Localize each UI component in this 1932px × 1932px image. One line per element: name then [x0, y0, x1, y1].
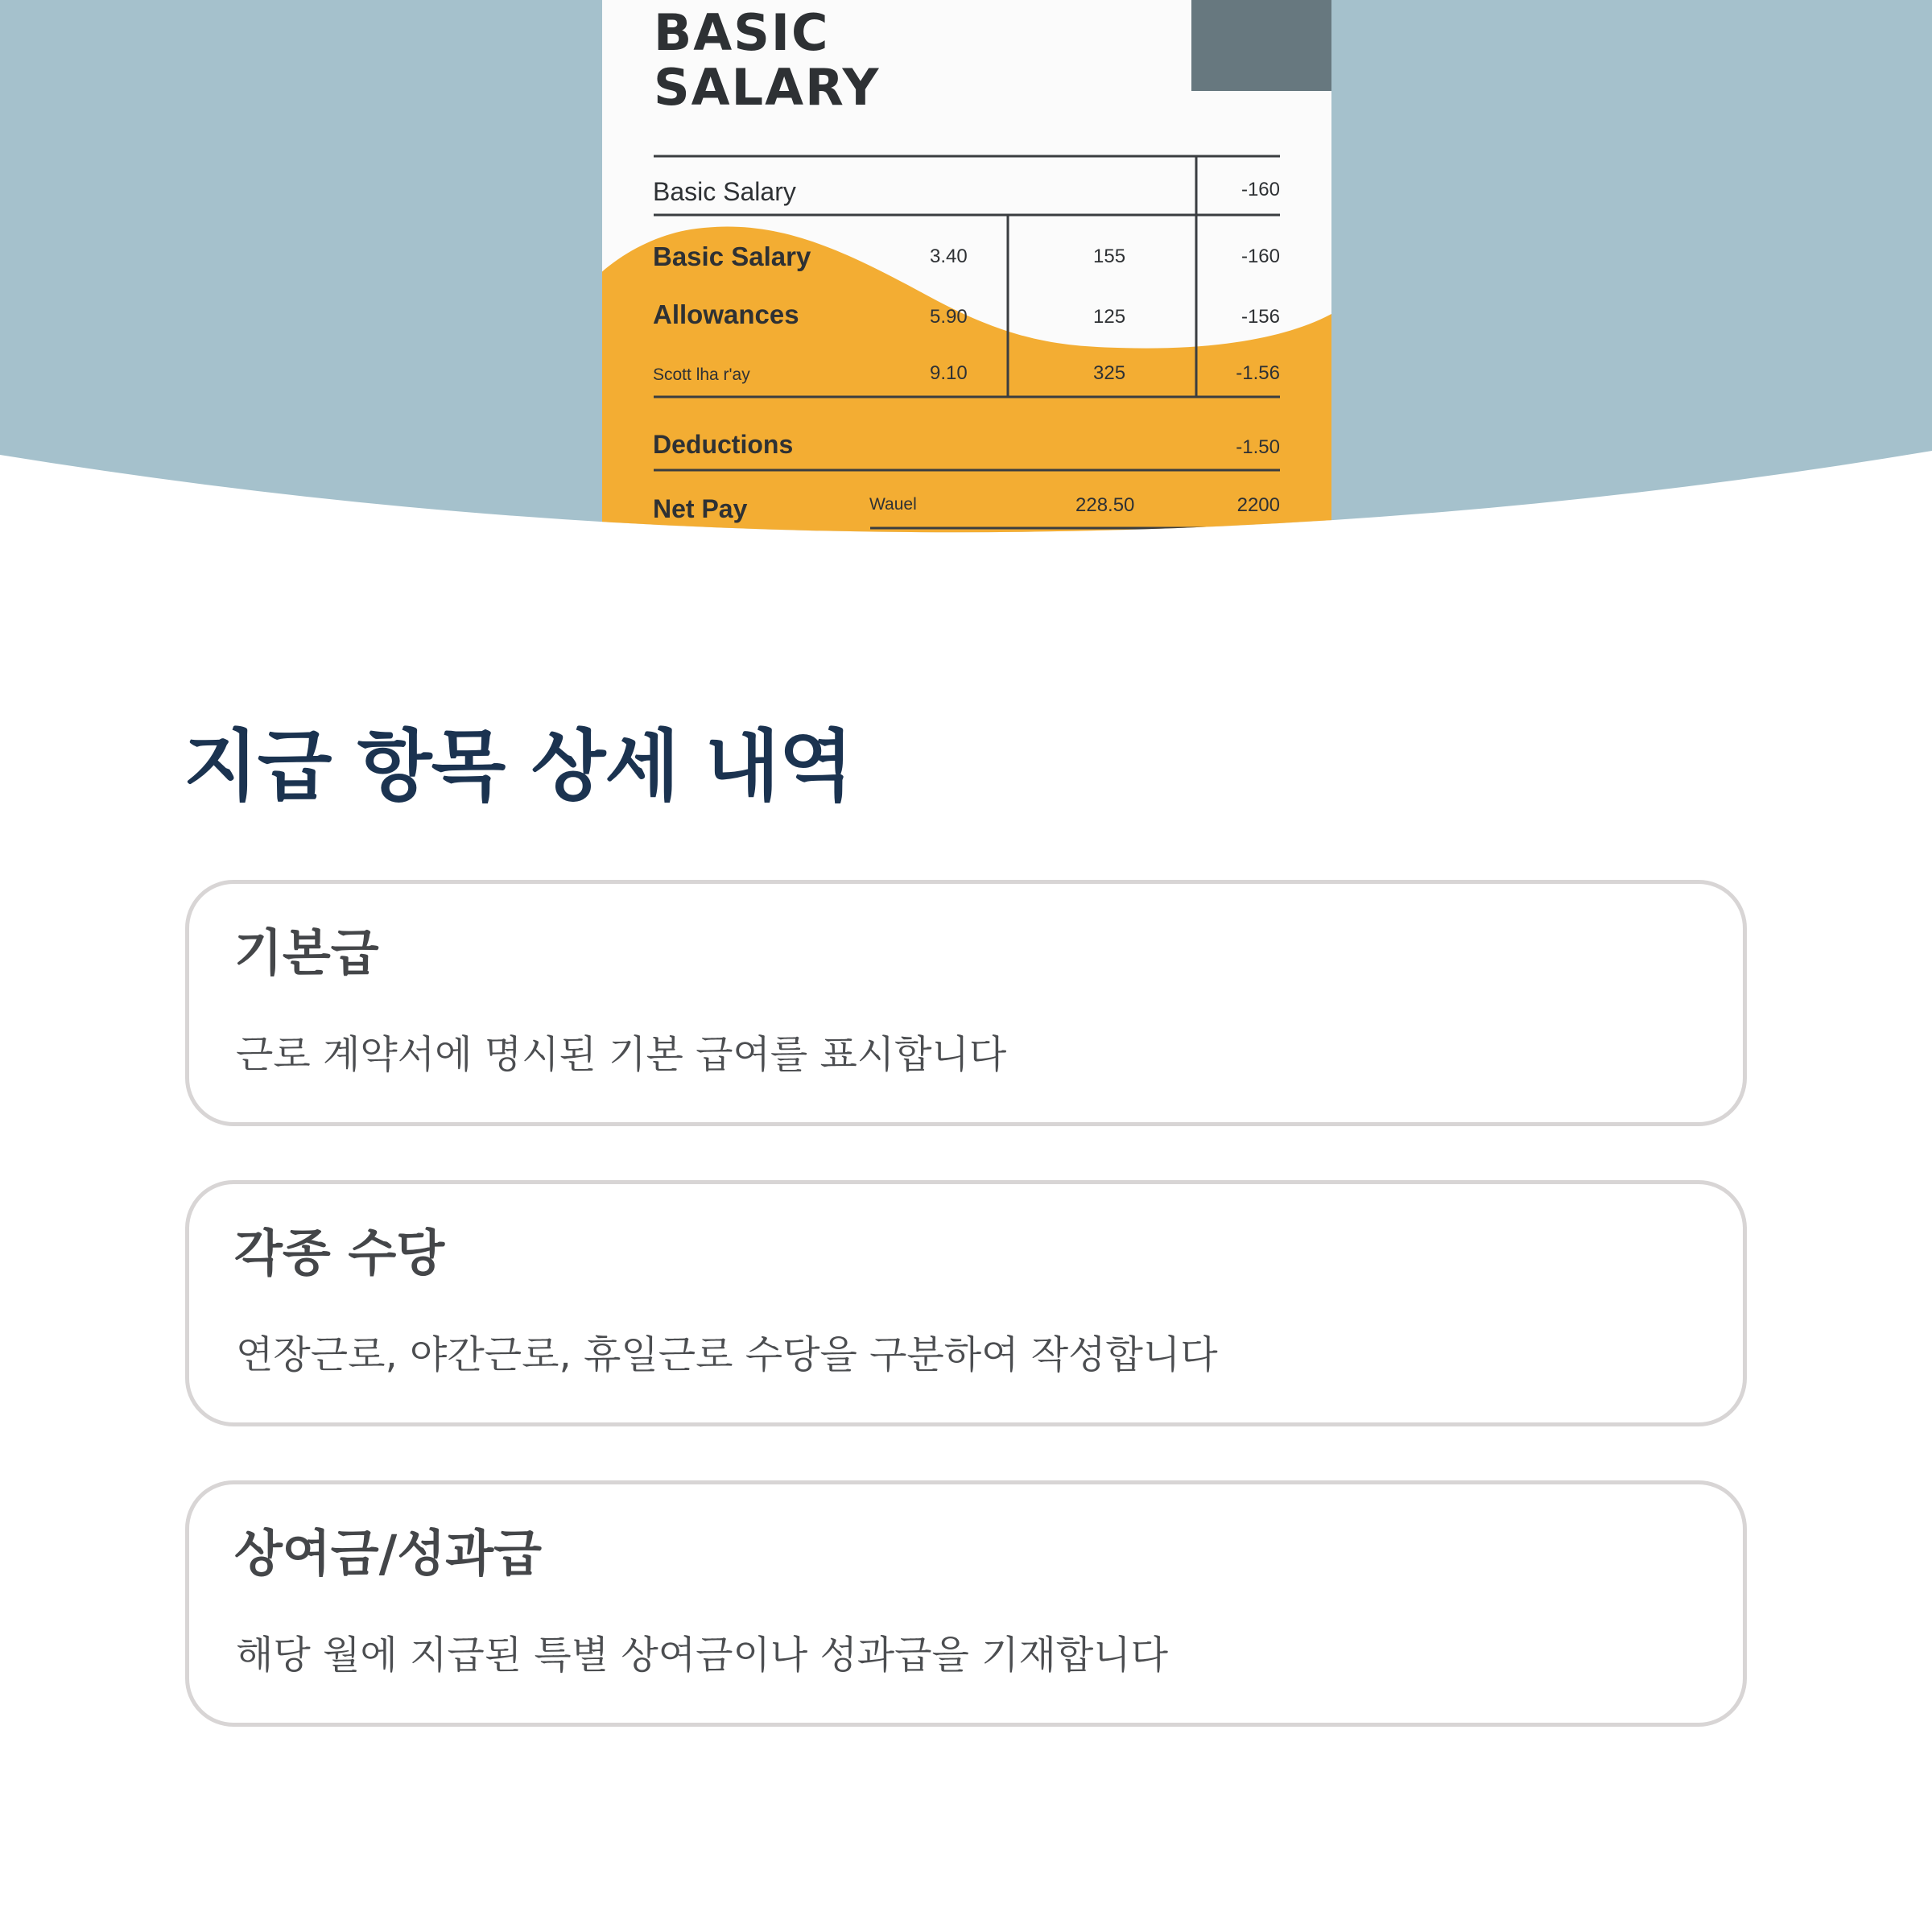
- payslip-header-value: -160: [1241, 179, 1280, 200]
- payslip-row-label: Scott lha r'ay: [653, 365, 750, 384]
- payslip-row-col2: 155: [1093, 246, 1126, 267]
- payslip-net-pay-col3: 2200: [1236, 494, 1280, 516]
- payslip-title-line1: BASIC: [654, 3, 830, 62]
- payslip-row-col1: 5.90: [930, 306, 968, 328]
- payslip-deductions-label: Deductions: [653, 430, 794, 459]
- payslip-row-label: Basic Salary: [653, 242, 811, 271]
- payslip-illustration: [602, 0, 1331, 564]
- payslip-row-col3: -1.56: [1236, 362, 1280, 384]
- payslip-title-line2: SALARY: [654, 58, 881, 117]
- item-description: 해당 월에 지급된 특별 상여금이나 성과급을 기재합니다: [236, 1633, 1169, 1678]
- section-title: 지급 항목 상세 내역: [184, 721, 853, 811]
- item-description: 연장근로, 야간근로, 휴일근로 수당을 구분하여 작성합니다: [236, 1332, 1218, 1377]
- item-description: 근로 계약서에 명시된 기본 급여를 표시합니다: [236, 1032, 1007, 1077]
- payslip-net-pay-note: Wauel: [869, 495, 917, 514]
- payslip-row-col3: -160: [1241, 246, 1280, 267]
- item-card-allowances: [185, 1180, 1747, 1426]
- payslip-row-col1: 9.10: [930, 362, 968, 384]
- payslip-row-col3: -156: [1241, 306, 1280, 328]
- payslip-row-col1: 3.40: [930, 246, 968, 267]
- payslip-deductions-value: -1.50: [1236, 436, 1280, 458]
- item-card-basic-salary: [185, 880, 1747, 1126]
- payslip-row-label: Allowances: [653, 299, 799, 329]
- payslip-header-label: Basic Salary: [653, 177, 796, 206]
- item-title: 기본급: [234, 923, 379, 982]
- payslip-row-col2: 125: [1093, 306, 1126, 328]
- item-title: 상여금/성과급: [234, 1524, 542, 1583]
- payslip-row-col2: 325: [1093, 362, 1126, 384]
- item-title: 각종 수당: [234, 1224, 445, 1282]
- payslip-net-pay-label: Net Pay: [653, 494, 748, 523]
- payslip-dark-block: [1191, 0, 1331, 91]
- item-card-bonus: [185, 1480, 1747, 1727]
- payslip-net-pay-col2: 228.50: [1075, 494, 1135, 516]
